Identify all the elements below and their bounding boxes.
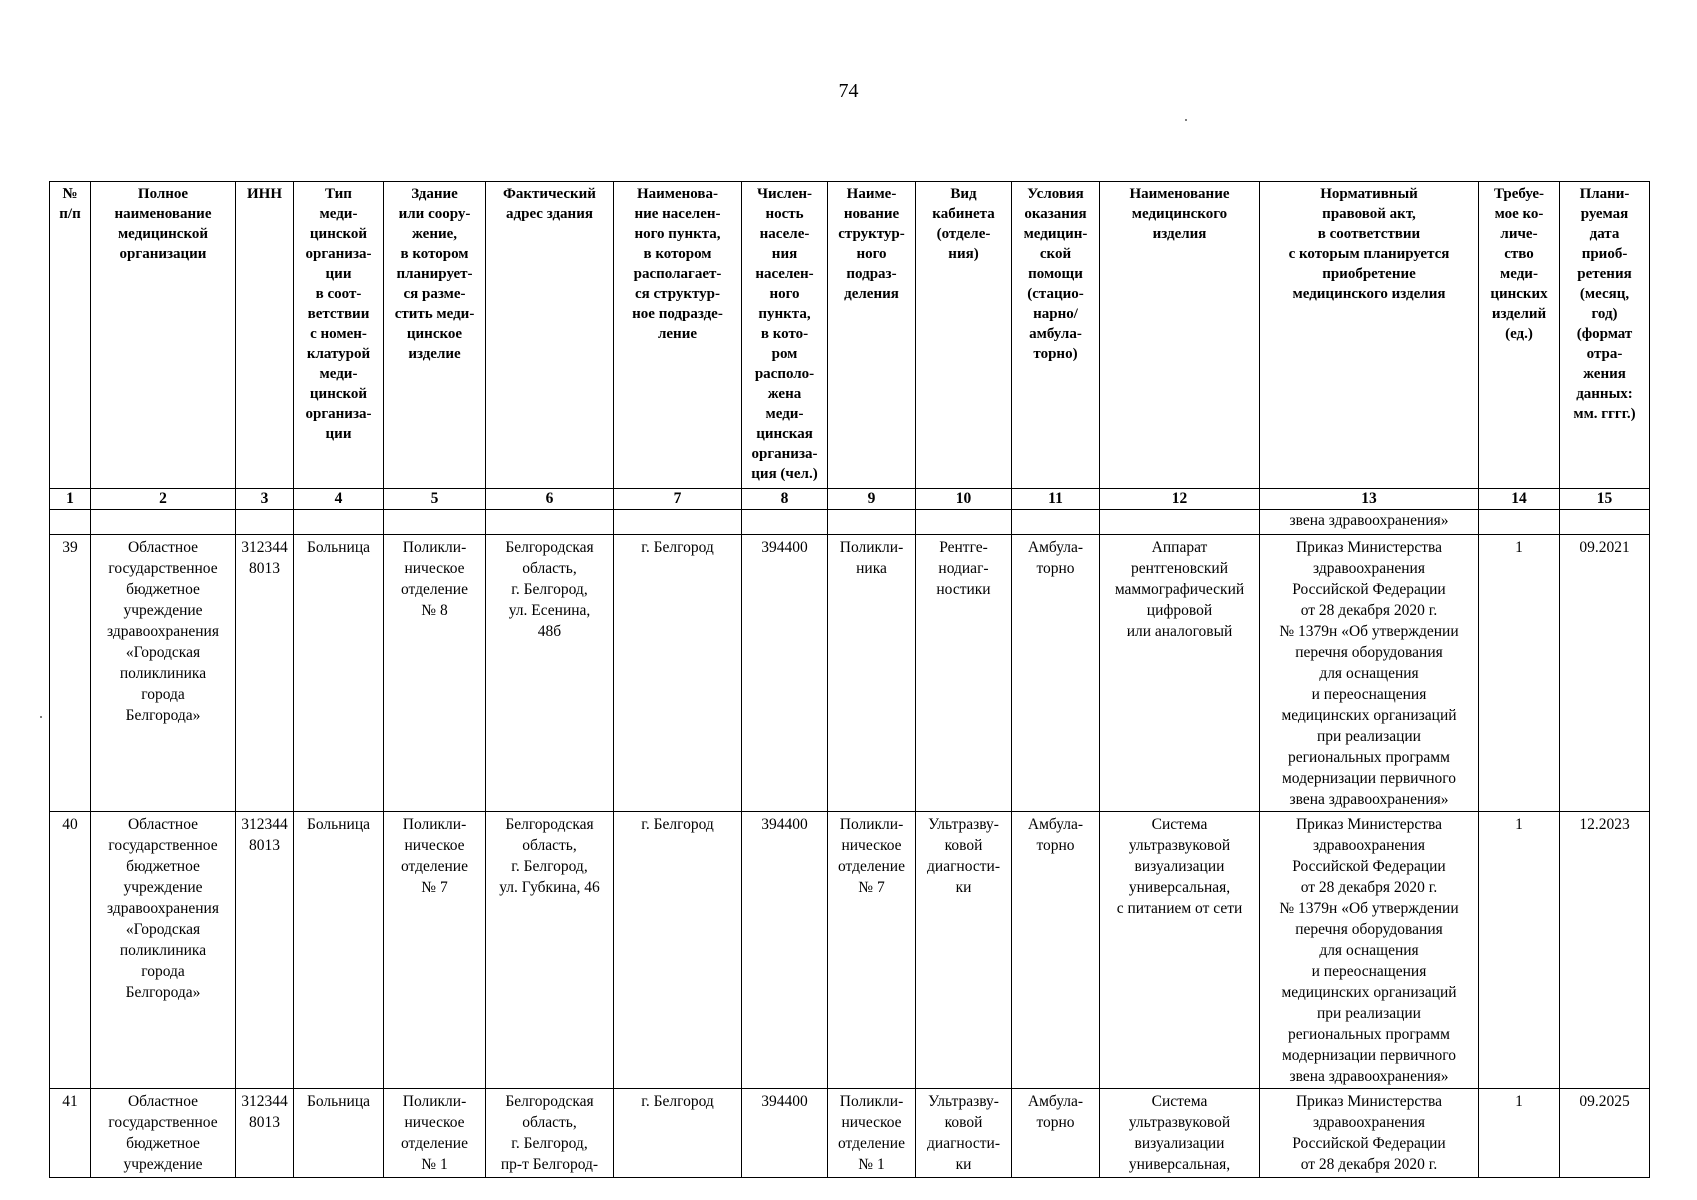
- header-cell-quantity: Требуе- мое ко- личе- ство меди- цинских изделий (ед.): [1479, 182, 1560, 489]
- column-number: 9: [828, 489, 916, 510]
- column-number: 2: [91, 489, 236, 510]
- table-cell: [828, 510, 916, 535]
- column-number: 5: [384, 489, 486, 510]
- table-cell: [384, 510, 486, 535]
- column-numbers-row: [50, 489, 1650, 510]
- header-cell-number: № п/п: [50, 182, 91, 489]
- care-conditions: Амбула- торно: [1012, 812, 1100, 1089]
- table-cell: [916, 510, 1012, 535]
- header-cell-device: Наименование медицинского изделия: [1100, 182, 1260, 489]
- column-number: 6: [486, 489, 614, 510]
- column-number: 10: [916, 489, 1012, 510]
- header-cell-org-type: Тип меди- цинской организа- ции в соот- ветствии с номен- клатурой меди- цинской организа- ции: [294, 182, 384, 489]
- column-number: 14: [1479, 489, 1560, 510]
- population: 394400: [742, 535, 828, 812]
- care-conditions: Амбула- торно: [1012, 535, 1100, 812]
- continuation-text: звена здравоохранения»: [1260, 510, 1479, 535]
- table-header-row: [50, 182, 1650, 489]
- continuation-row: [50, 510, 1650, 535]
- column-number: 13: [1260, 489, 1479, 510]
- table-row: [50, 535, 1650, 812]
- cabinet-type: Рентге- нодиаг- ностики: [916, 535, 1012, 812]
- locality: г. Белгород: [614, 812, 742, 1089]
- row-number: 40: [50, 812, 91, 1089]
- medical-equipment-table: [49, 181, 1650, 1178]
- quantity: 1: [1479, 535, 1560, 812]
- header-cell-locality: Наименова- ние населен- ного пункта, в котором располагает- ся структур- ное подразде- ление: [614, 182, 742, 489]
- inn: 312344 8013: [236, 535, 294, 812]
- column-number: 11: [1012, 489, 1100, 510]
- legal-act: Приказ Министерства здравоохранения Российской Федерации от 28 декабря 2020 г.: [1260, 1089, 1479, 1178]
- organization-name: Областное государственное бюджетное учреждение здравоохранения «Городская поликлиника города Белгорода»: [91, 535, 236, 812]
- building: Поликли- ническое отделение № 1: [384, 1089, 486, 1178]
- building: Поликли- ническое отделение № 7: [384, 812, 486, 1089]
- table-cell: [1560, 510, 1650, 535]
- column-number: 15: [1560, 489, 1650, 510]
- purchase-date: 09.2021: [1560, 535, 1650, 812]
- header-cell-building: Здание или соору- жение, в котором планирует- ся разме- стить меди- цинское изделие: [384, 182, 486, 489]
- column-number: 1: [50, 489, 91, 510]
- header-cell-unit: Наиме- нование структур- ного подраз- деления: [828, 182, 916, 489]
- table-cell: [486, 510, 614, 535]
- row-number: 41: [50, 1089, 91, 1178]
- header-cell-inn: ИНН: [236, 182, 294, 489]
- header-cell-legal-act: Нормативный правовой акт, в соответствии с которым планируется приобретение медицинского изделия: [1260, 182, 1479, 489]
- inn: 312344 8013: [236, 812, 294, 1089]
- table-row: [50, 1089, 1650, 1178]
- header-cell-conditions: Условия оказания медицин- ской помощи (стацио- нарно/ амбула- торно): [1012, 182, 1100, 489]
- purchase-date: 09.2025: [1560, 1089, 1650, 1178]
- org-type: Больница: [294, 535, 384, 812]
- table-cell: [742, 510, 828, 535]
- column-number: 4: [294, 489, 384, 510]
- table-cell: [50, 510, 91, 535]
- device-name: Система ультразвуковой визуализации универсальная, с питанием от сети: [1100, 812, 1260, 1089]
- cabinet-type: Ультразву- ковой диагности- ки: [916, 812, 1012, 1089]
- scan-speck: [1185, 119, 1187, 121]
- building: Поликли- ническое отделение № 8: [384, 535, 486, 812]
- purchase-date: 12.2023: [1560, 812, 1650, 1089]
- column-number: 3: [236, 489, 294, 510]
- address: Белгородская область, г. Белгород, ул. Губкина, 46: [486, 812, 614, 1089]
- header-cell-date: Плани- руемая дата приоб- ретения (месяц, год) (формат отра- жения данных: мм. гггг.): [1560, 182, 1650, 489]
- population: 394400: [742, 812, 828, 1089]
- table-cell: [91, 510, 236, 535]
- table-row: [50, 812, 1650, 1089]
- legal-act: Приказ Министерства здравоохранения Российской Федерации от 28 декабря 2020 г. № 1379н «Об утверждении перечня оборудования для оснащения и переоснащения медицинских организаций при реализации региональных программ модернизации первичного звена здравоохранения»: [1260, 812, 1479, 1089]
- column-number: 12: [1100, 489, 1260, 510]
- org-type: Больница: [294, 1089, 384, 1178]
- structural-unit: Поликли- ника: [828, 535, 916, 812]
- structural-unit: Поликли- ническое отделение № 7: [828, 812, 916, 1089]
- population: 394400: [742, 1089, 828, 1178]
- header-cell-population: Числен- ность населе- ния населен- ного пункта, в кото- ром располо- жена меди- цинская организа- ция (чел.): [742, 182, 828, 489]
- table-cell: [294, 510, 384, 535]
- care-conditions: Амбула- торно: [1012, 1089, 1100, 1178]
- device-name: Аппарат рентгеновский маммографический цифровой или аналоговый: [1100, 535, 1260, 812]
- organization-name: Областное государственное бюджетное учреждение: [91, 1089, 236, 1178]
- structural-unit: Поликли- ническое отделение № 1: [828, 1089, 916, 1178]
- table-cell: [614, 510, 742, 535]
- header-cell-organization: Полное наименование медицинской организации: [91, 182, 236, 489]
- device-name: Система ультразвуковой визуализации универсальная,: [1100, 1089, 1260, 1178]
- column-number: 7: [614, 489, 742, 510]
- org-type: Больница: [294, 812, 384, 1089]
- table-cell: [1012, 510, 1100, 535]
- row-number: 39: [50, 535, 91, 812]
- page-number: 74: [838, 80, 859, 102]
- column-number: 8: [742, 489, 828, 510]
- scan-speck: [40, 716, 42, 718]
- table-cell: [1100, 510, 1260, 535]
- quantity: 1: [1479, 1089, 1560, 1178]
- table-cell: [1479, 510, 1560, 535]
- locality: г. Белгород: [614, 535, 742, 812]
- table-cell: [236, 510, 294, 535]
- header-cell-address: Фактический адрес здания: [486, 182, 614, 489]
- organization-name: Областное государственное бюджетное учреждение здравоохранения «Городская поликлиника города Белгорода»: [91, 812, 236, 1089]
- address: Белгородская область, г. Белгород, ул. Есенина, 48б: [486, 535, 614, 812]
- legal-act: Приказ Министерства здравоохранения Российской Федерации от 28 декабря 2020 г. № 1379н «Об утверждении перечня оборудования для оснащения и переоснащения медицинских организаций при реализации региональных программ модернизации первичного звена здравоохранения»: [1260, 535, 1479, 812]
- header-cell-cabinet: Вид кабинета (отделе- ния): [916, 182, 1012, 489]
- locality: г. Белгород: [614, 1089, 742, 1178]
- inn: 312344 8013: [236, 1089, 294, 1178]
- quantity: 1: [1479, 812, 1560, 1089]
- cabinet-type: Ультразву- ковой диагности- ки: [916, 1089, 1012, 1178]
- address: Белгородская область, г. Белгород, пр-т Белгород-: [486, 1089, 614, 1178]
